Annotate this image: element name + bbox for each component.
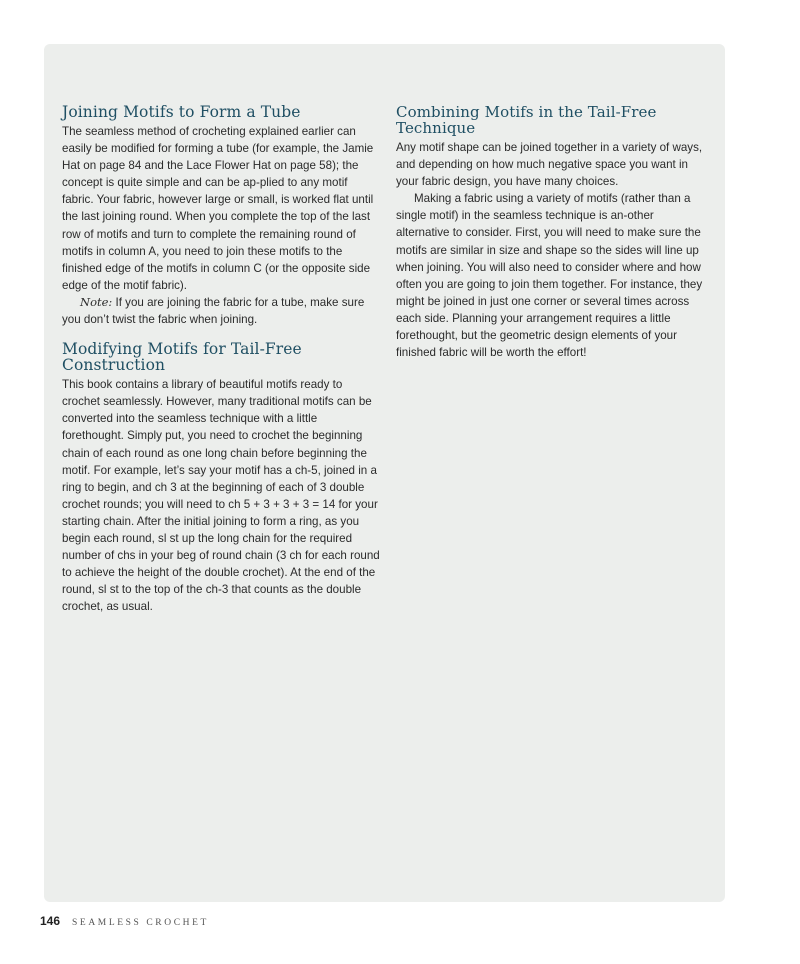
paragraph-modifying-motifs: This book contains a library of beautiful motifs ready to crochet seamlessly. However, many traditional motifs can be converted into the seamless technique with a little forethought. Simply put, you need to crochet the beginning chain of each round as one long chain before beginning the motif. For example, let’s say your motif has a ch-5, joined in a ring to begin, and ch 3 at the beginning of each of 3 double crochet rounds; you will need to ch 5 + 3 + 3 + 3 = 14 for your starting chain. After the initial joining to form a ring, as you begin each round, sl st up the long chain for the required number of chs in your beg of round chain (3 ch for each round to achieve the height of the double crochet). At the end of the round, sl st to the top of the ch-3 that counts as the double crochet, as usual. [62,378,380,614]
note-text: If you are joining the fabric for a tube, make sure you don’t twist the fabric when joining. [62,295,365,327]
section-heading-combining-motifs: Combining Motifs in the Tail-Free Technique [396,103,657,137]
page-footer [40,912,209,930]
section-heading-modifying-motifs: Modifying Motifs for Tail-Free Construction [62,340,302,375]
paragraph-joining-motifs: The seamless method of crocheting explained earlier can easily be modified for forming a tube (for example, the Jamie Hat on page 84 and the Lace Flower Hat on page 58); the concept is quite simple and can be ap-plied to any motif fabric. Your fabric, however large or small, is worked flat until the last joining round. When you complete the top of the last row of motifs and turn to complete the remaining round of motifs in column A, you need to join these motifs to the finished edge of the motifs in column C (or the opposite side edge of the motif fabric). [62,125,374,292]
note-paragraph [62,294,380,328]
running-head: SEAMLESS CROCHET [72,918,209,928]
right-column [396,104,706,361]
paragraph-combining-motifs-2: Making a fabric using a variety of motifs (rather than a single motif) in the seamless technique is an-other alternative to consider. First, you will need to make sure the motifs are similar in size and shape so the sides will line up when joining. You will also need to consider where and how often you are going to join them together. For instance, they might be joined in just one corner or several times across each side. Planning your arrangement requires a little forethought, but the geometric design elements of your finished fabric will be worth the effort! [396,192,703,360]
left-column [62,104,380,615]
section-heading-joining-motifs: Joining Motifs to Form a Tube [62,103,301,121]
page-number: 146 [40,914,61,928]
note-label: Note: [80,294,113,309]
paragraph-combining-motifs-1: Any motif shape can be joined together in a variety of ways, and depending on how much negative space you want in your fabric design, you have many choices. [396,141,703,189]
